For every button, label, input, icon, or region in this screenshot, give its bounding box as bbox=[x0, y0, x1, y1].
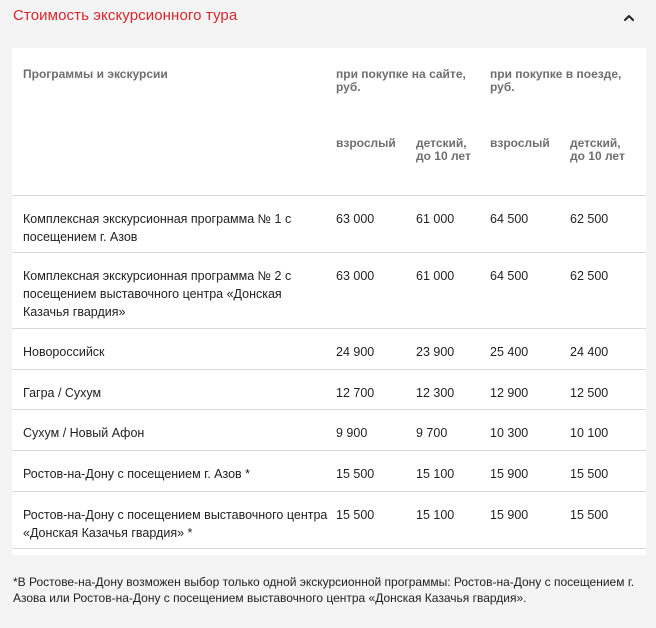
price-table bbox=[12, 48, 646, 549]
price-site-child: 23 900 bbox=[416, 328, 490, 369]
price-train-adult: 15 900 bbox=[490, 491, 570, 548]
price-site-child: 61 000 bbox=[416, 195, 490, 252]
price-site-adult: 24 900 bbox=[336, 328, 416, 369]
table-header-row bbox=[12, 48, 646, 115]
price-train-child: 15 500 bbox=[570, 450, 646, 491]
price-site-child: 61 000 bbox=[416, 252, 490, 328]
table-row bbox=[12, 369, 646, 409]
price-site-adult: 63 000 bbox=[336, 195, 416, 252]
col-header-train-child: детский, до 10 лет bbox=[570, 136, 625, 163]
col-header-site-child: детский, до 10 лет bbox=[416, 136, 471, 163]
price-train-child: 24 400 bbox=[570, 328, 646, 369]
footnote: *В Ростове-на-Дону возможен выбор только одной экскурсионной программы: Ростов-на-Дону с посещением г. Азова или Ростов-на-Дону с посещением выставочного центра «Донская Казачья гвардия». bbox=[13, 575, 635, 605]
price-table-card bbox=[12, 48, 646, 555]
price-train-adult: 10 300 bbox=[490, 409, 570, 450]
program-name: Ростов-на-Дону с посещением выставочного центра «Донская Казачья гвардия» * bbox=[12, 491, 336, 548]
price-train-child: 12 500 bbox=[570, 369, 646, 409]
price-train-adult: 64 500 bbox=[490, 252, 570, 328]
table-row bbox=[12, 252, 646, 328]
price-train-child: 62 500 bbox=[570, 252, 646, 328]
price-train-child: 62 500 bbox=[570, 195, 646, 252]
price-train-adult: 64 500 bbox=[490, 195, 570, 252]
table-row bbox=[12, 491, 646, 548]
col-header-site-adult: взрослый bbox=[336, 136, 396, 150]
price-train-adult: 15 900 bbox=[490, 450, 570, 491]
program-name: Комплексная экскурсионная программа № 2 с посещением выставочного центра «Донская Казачья гвардия» bbox=[12, 252, 336, 328]
program-name: Ростов-на-Дону с посещением г. Азов * bbox=[12, 450, 336, 491]
col-group-site: при покупке на сайте, руб. bbox=[336, 67, 466, 94]
col-group-train: при покупке в поезде, руб. bbox=[490, 67, 622, 94]
price-site-adult: 15 500 bbox=[336, 491, 416, 548]
program-name: Новороссийск bbox=[12, 328, 336, 369]
price-site-child: 9 700 bbox=[416, 409, 490, 450]
price-site-adult: 63 000 bbox=[336, 252, 416, 328]
price-site-child: 15 100 bbox=[416, 450, 490, 491]
chevron-up-icon[interactable] bbox=[621, 10, 637, 26]
table-row bbox=[12, 328, 646, 369]
price-train-adult: 25 400 bbox=[490, 328, 570, 369]
section-header[interactable] bbox=[0, 0, 656, 36]
price-site-child: 12 300 bbox=[416, 369, 490, 409]
program-name: Сухум / Новый Афон bbox=[12, 409, 336, 450]
table-row bbox=[12, 450, 646, 491]
program-name: Гагра / Сухум bbox=[12, 369, 336, 409]
price-train-adult: 12 900 bbox=[490, 369, 570, 409]
section-title: Стоимость экскурсионного тура bbox=[13, 7, 238, 24]
col-header-train-adult: взрослый bbox=[490, 136, 550, 150]
table-row bbox=[12, 409, 646, 450]
price-site-child: 15 100 bbox=[416, 491, 490, 548]
table-row bbox=[12, 195, 646, 252]
price-train-child: 10 100 bbox=[570, 409, 646, 450]
price-site-adult: 9 900 bbox=[336, 409, 416, 450]
program-name: Комплексная экскурсионная программа № 1 с посещением г. Азов bbox=[12, 195, 336, 252]
price-train-child: 15 500 bbox=[570, 491, 646, 548]
col-header-program: Программы и экскурсии bbox=[23, 67, 168, 81]
price-site-adult: 15 500 bbox=[336, 450, 416, 491]
price-site-adult: 12 700 bbox=[336, 369, 416, 409]
